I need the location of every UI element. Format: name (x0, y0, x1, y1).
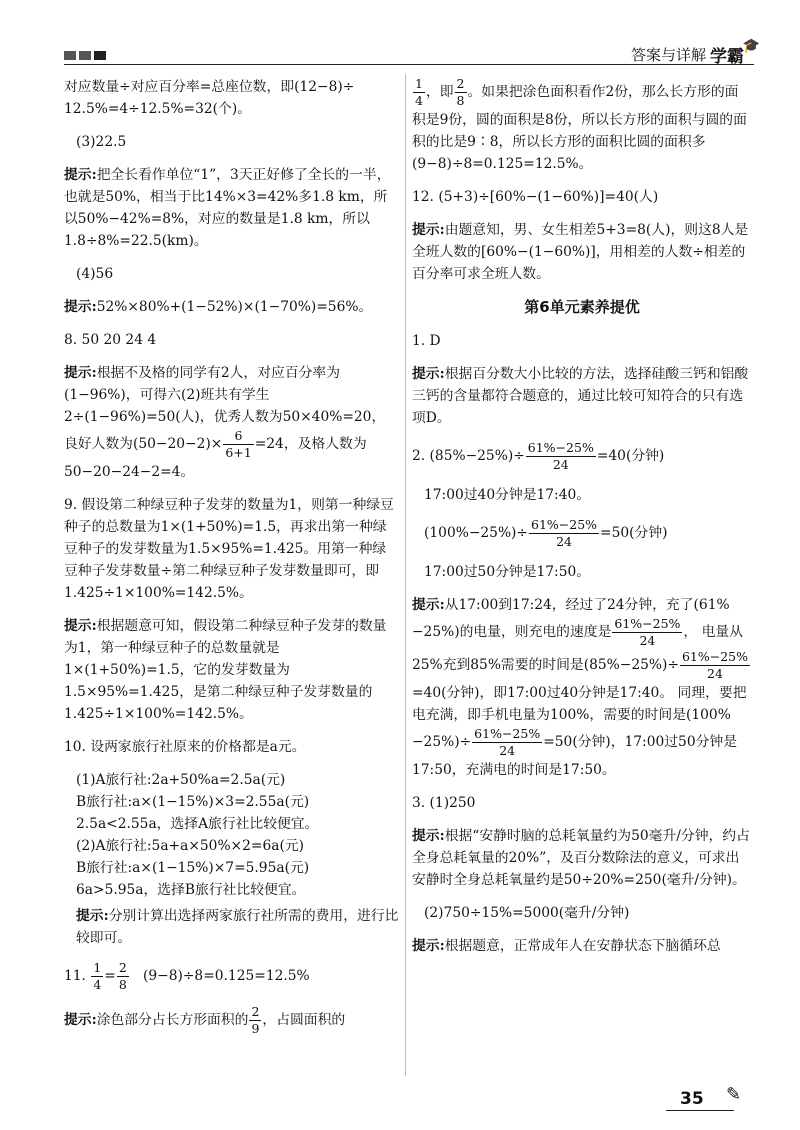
page-header (64, 38, 760, 67)
pencil-icon: ✎ (726, 1084, 742, 1105)
hint: 提示:涂色部分占长方形面积的 $\frac{2}{9}$ ，占圆面积的 (64, 1004, 346, 1036)
hint: 提示:根据不及格的同学有2人，对应百分率为(1−96%)，可得六(2)班共有学生2÷(1−96%)=50(人)，优秀人数为50×40%=20，良好人数为(50−20−2)× $\frac{6}{6+1}$ =24，及格人数为50−20−24−2=4。 (64, 365, 386, 480)
answer-lines: (1)A旅行社:2a+50%a=2.5a(元) B旅行社:a×(1−15%)×3=2.55a(元) 2.5a<2.55a，选择A旅行社比较便宜。 (2)A旅行社:5a+a×50%×2=6a(元) B旅行社:a×(1−15%)×7=5.95a(元) 6a>5.95a，选择B旅行社比较便宜。 (76, 772, 319, 898)
hint-continued: $\frac{1}{4}$ ，即 $\frac{2}{8}$ 。如果把涂色面积看作2份，那么长方形的面积是9份，圆的面积是8份，所以长方形的面积与圆的面积的比是9∶8，所以长方形的面积比圆的面积多(9−8)÷8=0.125=12.5%。 (412, 76, 747, 172)
header-brand: 学霸 (710, 47, 744, 67)
answer: (100%−25%)÷ $\frac{61\%-25\%}{24}$ =50(分钟) (424, 517, 668, 549)
hint: 提示:根据百分数大小比较的方法，选择硅酸三钙和铝酸三钙的含量都符合题意的，通过比较可知符合的只有选项D。 (412, 366, 749, 426)
right-column (412, 76, 752, 968)
fraction: $\frac{2}{8}$ (456, 76, 465, 108)
page-number-rule (666, 1110, 734, 1111)
hint: 提示:从17:00到17:24，经过了24分钟，充了(61%−25%)的电量，则充电的速度是 $\frac{61\%-25\%}{24}$ ， 电量从25%充到85%需要的时间是(85%−25%)÷ $\frac{61\%-25\%}{24}$ =40(分钟)，即17:00过40分钟是17:40。 同理，要把电充满，即手机电量为100%，需要的时间是(100%−25%)÷ $\frac{61\%-25\%}{24}$ =50(分钟)，17:00过50分钟是17:50，充满电的时间是17:50。 (412, 597, 748, 778)
page-number-area (666, 1086, 756, 1116)
answer: 3. (1)250 (412, 795, 476, 811)
answer: 2. (85%−25%)÷ $\frac{61\%-25\%}{24}$ =40(分钟) (412, 440, 665, 472)
header-rule (64, 64, 754, 65)
page-number: 35 (680, 1089, 704, 1109)
hint: 提示:根据题意，正常成年人在安静状态下脑循环总 (412, 938, 721, 954)
hint: 提示:把全长看作单位“1”，3天正好修了全长的一半，也就是50%，相当于比14%×3=42%多1.8 km，所以50%−42%=8%，对应的数量是1.8 km，所以1.8÷8%=22.5(km)。 (64, 167, 391, 249)
fraction: $\frac{6}{6+1}$ (225, 428, 252, 460)
header-square-icon (79, 51, 91, 60)
fraction: $\frac{2}{9}$ (251, 1004, 260, 1036)
fraction: $\frac{1}{4}$ (93, 960, 102, 992)
hint: 提示:根据题意可知，假设第二种绿豆种子发芽的数量为1，第一种绿豆种子的总数量就是1×(1+50%)=1.5，它的发芽数量为1.5×95%=1.425，是第二种绿豆种子发芽数量的1.425÷1×100%=142.5%。 (64, 618, 387, 722)
fraction: $\frac{61\%-25\%}{24}$ (681, 649, 748, 681)
graduation-cap-icon: 🎓 (742, 38, 760, 54)
answer: 17:00过40分钟是17:40。 (424, 487, 591, 503)
answer: 17:00过50分钟是17:50。 (424, 564, 591, 580)
fraction: $\frac{61\%-25\%}{24}$ (531, 517, 598, 549)
hint: 提示:根据“安静时脑的总耗氧量约为50毫升/分钟，约占全身总耗氧量的20%”，及百分数除法的意义，可求出安静时全身总耗氧量约是50÷20%=250(毫升/分钟)。 (412, 828, 750, 888)
fraction: $\frac{2}{8}$ (118, 960, 127, 992)
answer: 1. D (412, 333, 441, 349)
left-column (64, 76, 399, 1048)
hint: 提示:分别计算出选择两家旅行社所需的费用，进行比较即可。 (76, 908, 399, 946)
answer: (3)22.5 (76, 134, 127, 150)
fraction: $\frac{61\%-25\%}{24}$ (527, 440, 594, 472)
answer: 12. (5+3)÷[60%−(1−60%)]=40(人) (412, 189, 659, 205)
fraction: $\frac{61\%-25\%}{24}$ (474, 726, 541, 758)
section-title: 第6单元素养提优 (524, 298, 640, 316)
answer: 9. 假设第二种绿豆种子发芽的数量为1，则第一种绿豆种子的总数量为1×(1+50%)=1.5，再求出第一种绿豆种子的发芽数量为1.5×95%=1.425。用第一种绿豆种子发芽数量÷第二种绿豆种子发芽数量即可，即1.425÷1×100%=142.5%。 (64, 497, 394, 601)
answer: 11. $\frac{1}{4}$ = $\frac{2}{8}$ (9−8)÷8=0.125=12.5% (64, 960, 310, 992)
header-title: 答案与详解 (630, 46, 706, 64)
paragraph: 对应数量÷对应百分率=总座位数，即(12−8)÷ 12.5%=4÷12.5%=32(个)。 (64, 79, 355, 117)
answer: 10. 设两家旅行社原来的价格都是a元。 (64, 739, 306, 755)
hint: 提示:52%×80%+(1−52%)×(1−70%)=56%。 (64, 299, 373, 315)
answer: (4)56 (76, 266, 114, 282)
column-divider (405, 74, 406, 1076)
fraction: $\frac{61\%-25\%}{24}$ (614, 616, 681, 648)
answer: 8. 50 20 24 4 (64, 332, 157, 348)
fraction: $\frac{1}{4}$ (415, 76, 423, 108)
hint: 提示:由题意知，男、女生相差5+3=8(人)，则这8人是全班人数的[60%−(1−60%)]，用相差的人数÷相差的百分率可求全班人数。 (412, 222, 749, 282)
header-square-icon (64, 51, 76, 60)
header-square-icon (94, 51, 106, 60)
answer: (2)750÷15%=5000(毫升/分钟) (424, 905, 630, 921)
